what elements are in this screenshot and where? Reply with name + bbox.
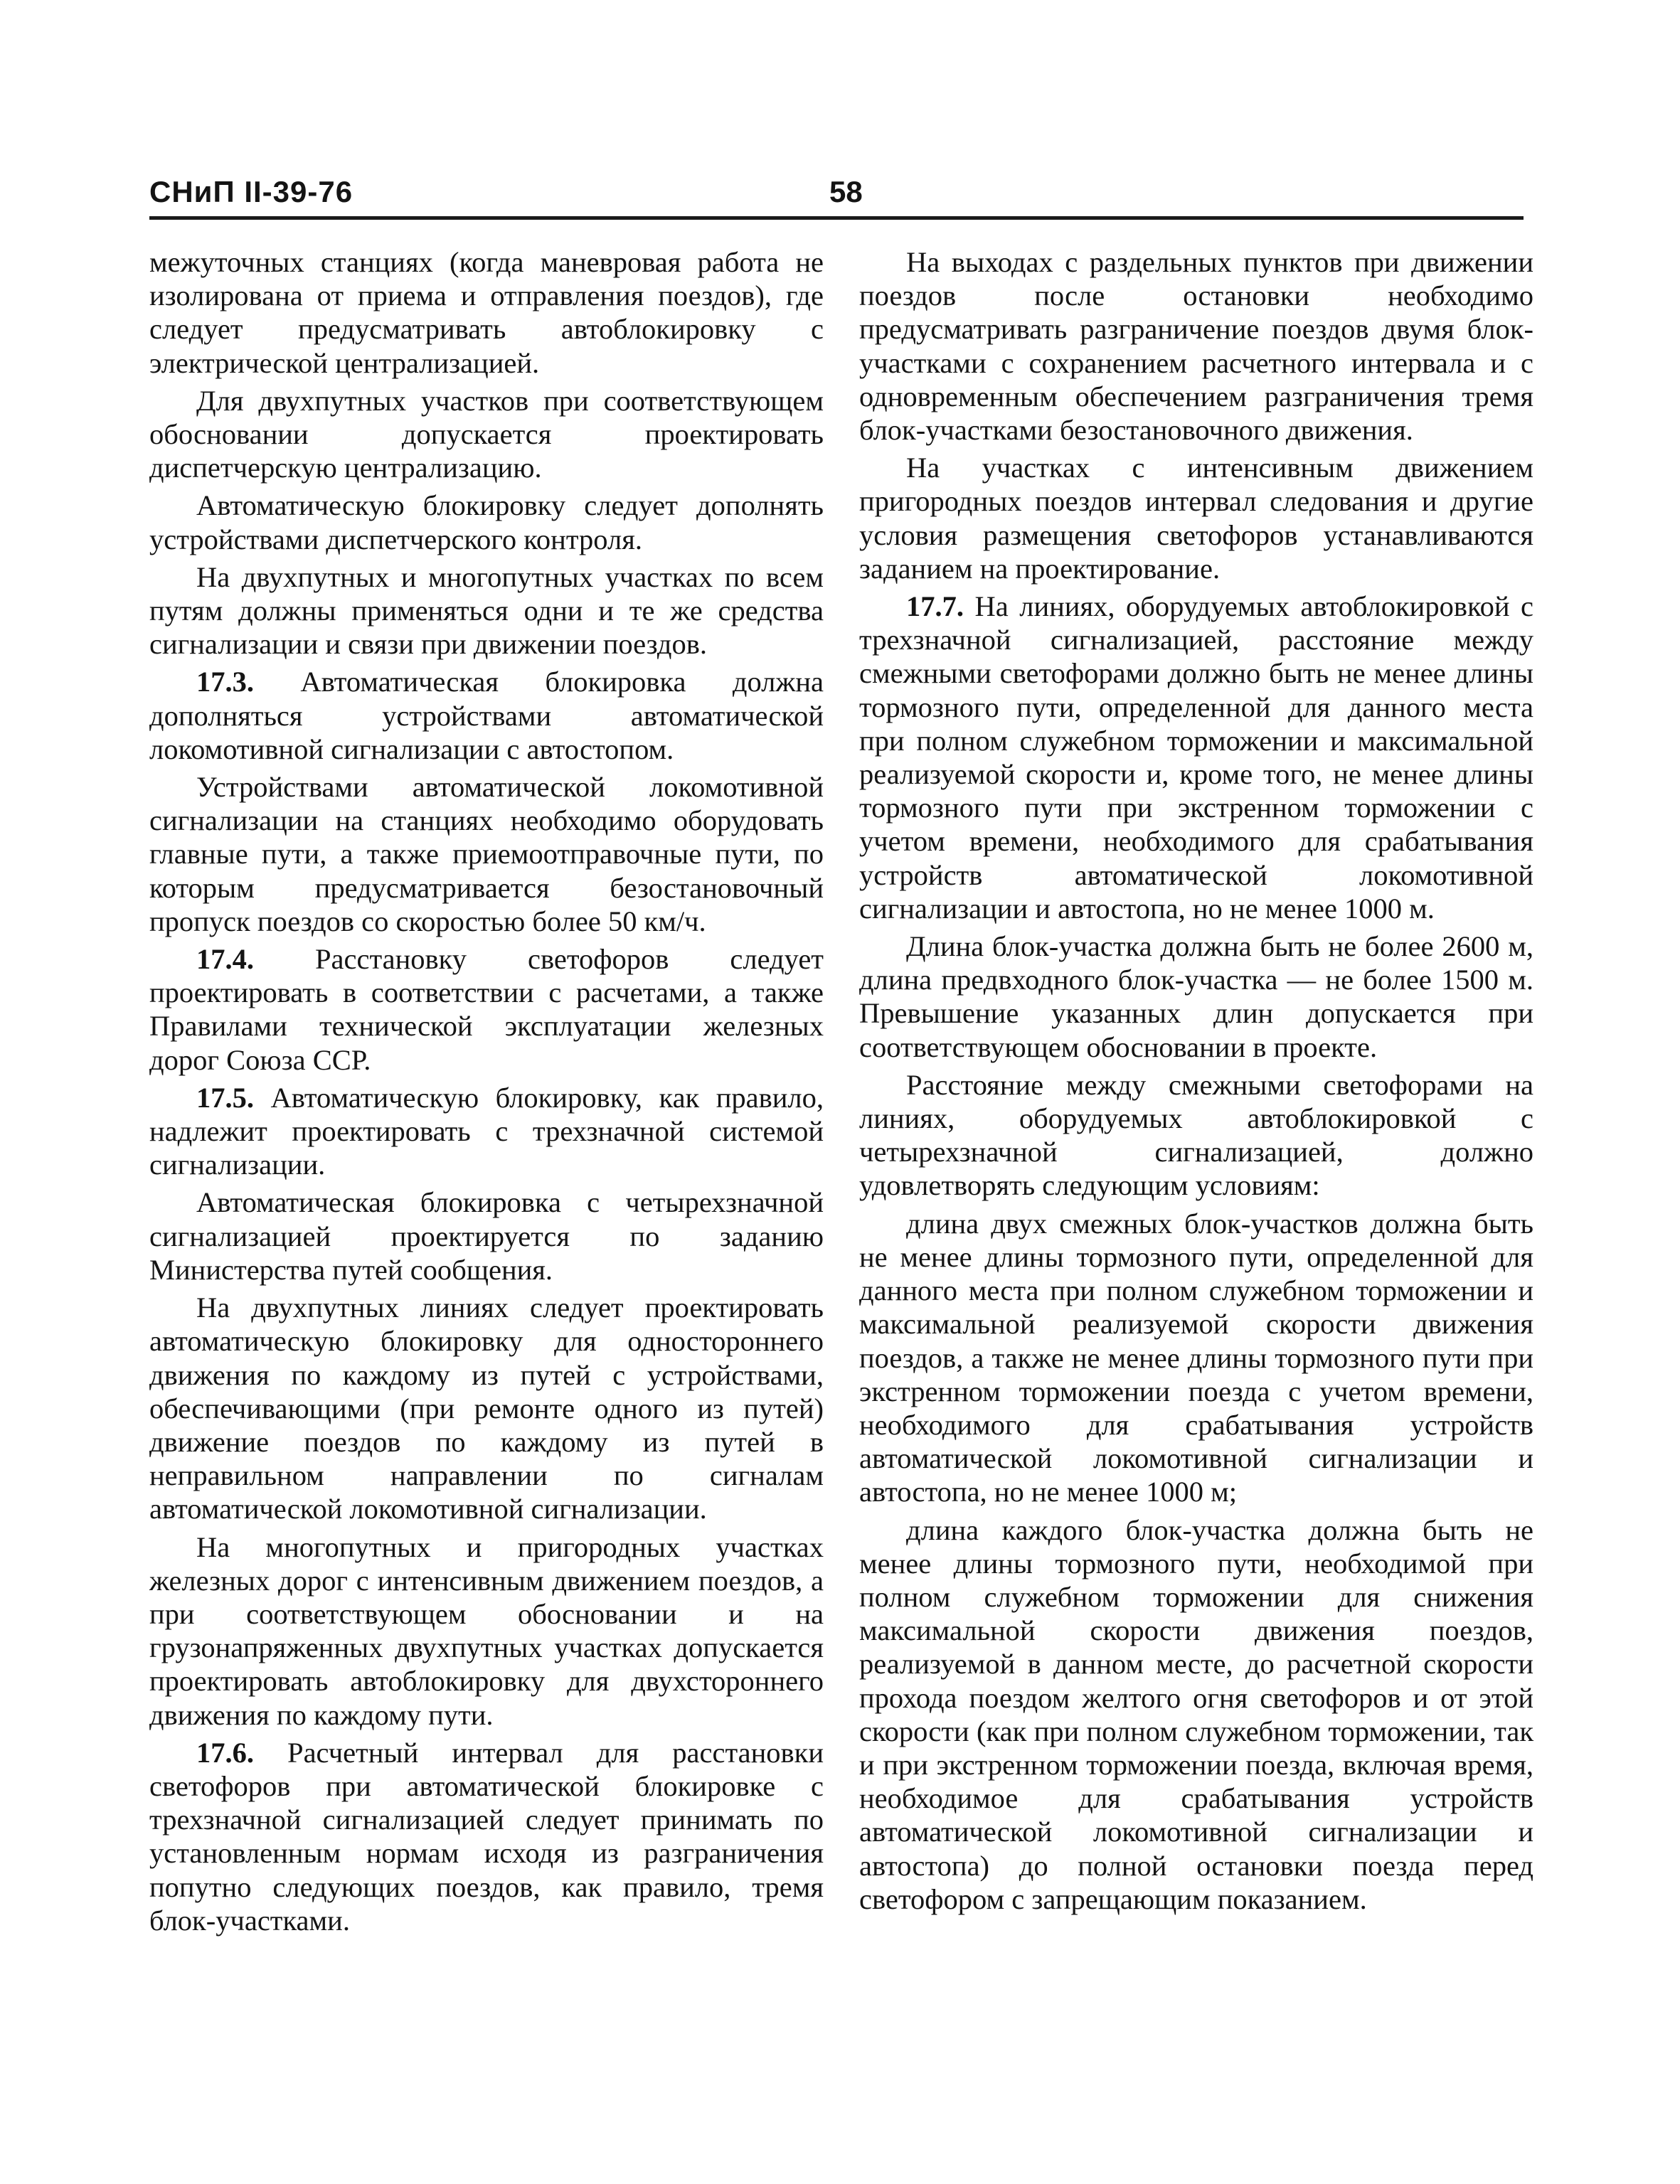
paragraph [859, 1207, 1533, 1509]
clause-number: 17.5. [196, 1081, 254, 1114]
paragraph-text: На участках с интенсивным движением пригородных поездов интервал следования и другие условия размещения светофоров устанавливаются заданием на проектирование. [859, 452, 1533, 585]
paragraph [149, 770, 824, 938]
paragraph [149, 1291, 824, 1525]
paragraph [859, 1513, 1533, 1916]
clause-number: 17.3. [196, 666, 254, 698]
paragraph [859, 929, 1533, 1064]
paragraph [859, 590, 1533, 925]
paragraph [149, 384, 824, 485]
paragraph-text: Длина блок-участка должна быть не более 2600 м, длина предвходного блок-участка — не более 1500 м. Превышение указанных длин допускается при соответствующем обосновании в проекте. [859, 930, 1533, 1063]
paragraph-text: На двухпутных и многопутных участках по всем путям должны применяться одни и те же средства сигнализации и связи при движении поездов. [149, 560, 824, 661]
paragraph [149, 942, 824, 1077]
paragraph-text: длина двух смежных блок-участков должна быть не менее длины тормозного пути, определенной для данного места при полном служебном торможении и максимальной реализуемой скорости движения поездов, а также не менее длины тормозного пути при экстренном торможении поезда с учетом времени, необходимого для срабатывания устройств автоматической локомотивной сигнализации и автостопа, но не менее 1000 м; [859, 1207, 1533, 1508]
paragraph-text: Устройствами автоматической локомотивной сигнализации на станциях необходимо оборудовать главные пути, а также приемоотправочные пути, по которым предусматривается безостановочный пропуск поездов со скоростью более 50 км/ч. [149, 771, 824, 937]
paragraph-text: Расчетный интервал для расстановки светофоров при автоматической блокировке с трехзначной сигнализацией следует принимать по установленным нормам исходя из разграничения попутно следующих поездов, как правило, тремя блок-участками. [149, 1736, 824, 1937]
paragraph-text: Автоматическую блокировку, как правило, надлежит проектировать с трехзначной системой сигнализации. [149, 1081, 824, 1181]
paragraph [859, 451, 1533, 585]
page-number: 58 [829, 175, 863, 208]
clause-number: 17.4. [196, 943, 254, 976]
paragraph-text: Расстановку светофоров следует проектировать в соответствии с расчетами, а также Правилами технической эксплуатации железных дорог Союза ССР. [149, 943, 824, 1076]
clause-number: 17.7. [906, 590, 964, 623]
paragraph-text: Автоматическая блокировка с четырехзначной сигнализацией проектируется по заданию Министерства путей сообщения. [149, 1186, 824, 1286]
paragraph-text: длина каждого блок-участка должна быть не менее длины тормозного пути, необходимой при полном служебном торможении для снижения максимальной скорости движения поездов, реализуемой в данном месте, до расчетной скорости прохода поездом желтого огня светофоров и от этой скорости (как при полном служебном торможении, так и при экстренном торможении поезда, включая время, необходимое для срабатывания устройств автоматической локомотивной сигнализации и автостопа) до полной остановки поезда перед светофором с запрещающим показанием. [859, 1513, 1533, 1915]
paragraph-text: Для двухпутных участков при соответствующем обосновании допускается проектировать диспетчерскую централизацию. [149, 384, 824, 484]
paragraph [859, 1068, 1533, 1203]
paragraph [859, 245, 1533, 447]
paragraph-text: На линиях, оборудуемых автоблокировкой с трехзначной сигнализацией, расстояние между смежными светофорами должно быть не менее длины тормозного пути, определенной для данного места при полном служебном торможении и максимальной реализуемой скорости и, кроме того, не менее длины тормозного пути при экстренном торможении с учетом времени, необходимого для срабатывания устройств автоматической локомотивной сигнализации и автостопа, но не менее 1000 м. [859, 590, 1533, 925]
paragraph-text: На двухпутных линиях следует проектировать автоматическую блокировку для одностороннего движения по каждому из путей с устройствами, обеспечивающими (при ремонте одного из путей) движение поездов по каждому из путей в неправильном направлении по сигналам автоматической локомотивной сигнализации. [149, 1291, 824, 1525]
paragraph-text: Автоматическая блокировка должна дополняться устройствами автоматической локомотивной сигнализации с автостопом. [149, 666, 824, 765]
paragraph [149, 1530, 824, 1732]
right-column [859, 245, 1533, 1920]
left-column [149, 245, 824, 1941]
paragraph-text: Расстояние между смежными светофорами на линиях, оборудуемых автоблокировкой с четырехзначной сигнализацией, должно удовлетворять следующим условиям: [859, 1068, 1533, 1202]
paragraph-text: межуточных станциях (когда маневровая работа не изолирована от приема и отправления поездов), где следует предусматривать автоблокировку с электрической централизацией. [149, 246, 824, 379]
document-code: СНиП II-39-76 [149, 175, 353, 208]
paragraph [149, 245, 824, 380]
paragraph [149, 1186, 824, 1287]
paragraph [149, 560, 824, 661]
paragraph [149, 665, 824, 766]
paragraph [149, 489, 824, 555]
paragraph [149, 1736, 824, 1937]
page-header [149, 174, 1524, 220]
paragraph-text: Автоматическую блокировку следует дополнять устройствами диспетчерского контроля. [149, 489, 824, 555]
paragraph [149, 1081, 824, 1182]
paragraph-text: На многопутных и пригородных участках железных дорог с интенсивным движением поездов, а при соответствующем обосновании и на грузонапряженных двухпутных участках допускается проектировать автоблокировку для двухстороннего движения по каждому пути. [149, 1530, 824, 1731]
paragraph-text: На выходах с раздельных пунктов при движении поездов после остановки необходимо предусматривать разграничение поездов двумя блок-участками с сохранением расчетного интервала и с одновременным обеспечением разграничения тремя блок-участками безостановочного движения. [859, 246, 1533, 447]
clause-number: 17.6. [196, 1736, 254, 1769]
